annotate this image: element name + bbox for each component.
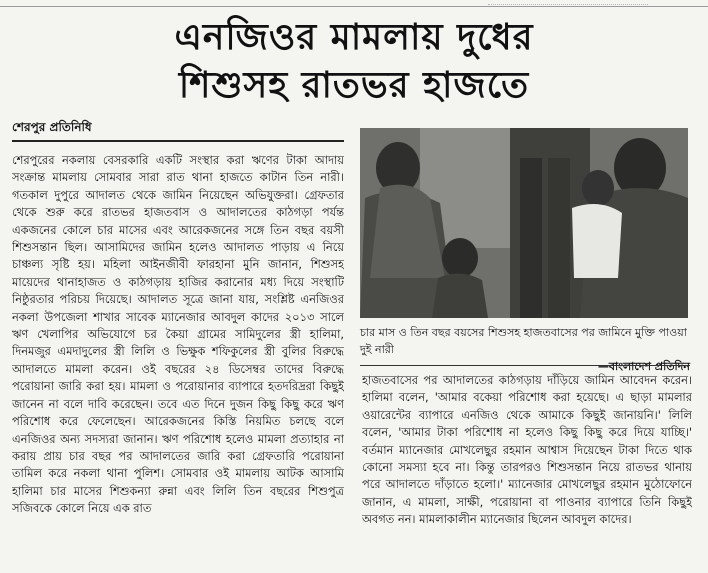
headline-line-1: এনজিওর মামলায় দুধের [174, 17, 534, 58]
caption-rule [360, 365, 690, 366]
article-column-left [12, 152, 344, 567]
photo-caption-text: চার মাস ও তিন বছর বয়সের শিশুসহ হাজতবাসের পর জামিনে মুক্তি পাওয়া দুই নারী [360, 326, 687, 356]
photo-caption [360, 324, 690, 375]
news-photo [360, 128, 688, 318]
article-column-right [362, 372, 692, 568]
photo-illustration [360, 128, 688, 318]
byline: শেরপুর প্রতিনিধি [12, 120, 92, 134]
byline-rule [12, 140, 344, 142]
headline [0, 14, 708, 110]
top-rule [0, 6, 708, 7]
headline-line-2: শিশুসহ রাতভর হাজতে [178, 65, 530, 106]
photo-credit: —বাংলাদেশ প্রতিদিন [597, 360, 690, 373]
page-top-strip [0, 0, 708, 8]
article-body-left: শেরপুরের নকলায় বেসরকারি একটি সংস্থার করা ঋণের টাকা আদায় সংক্রান্ত মামলায় সোমবার সারা রাত থানা হাজতে কাটান তিন নারী। গতকাল দুপুরে আদালত থেকে জামিন নিয়েছেন অভিযুক্তরা। গ্রেফতার থেকে শুরু করে রাতভর হাজতবাস ও আদালতের কাঠগড়া পর্যন্ত একজনের কোলে চার মাসের এবং আরেকজনের সঙ্গে তিন বছর বয়সী শিশুসন্তান ছিল। আসামিদের জামিন হলেও আদালত পাড়ায় এ নিয়ে চাঞ্চল্য সৃষ্টি হয়। মহিলা আইনজীবী ফারহানা মুনি জানান, শিশুসহ মায়েদের থানাহাজত ও কাঠগড়ায় হাজির করানোর মধ্য দিয়ে সংস্থাটি নিষ্ঠুরতার পরিচয় দিয়েছে। আদালত সূত্রে জানা যায়, সংশ্লিষ্ট এনজিওর নকলা উপজেলা শাখার সাবেক ম্যানেজার আবদুল কাদের ২০১৩ সালে ঋণ খেলাপির অভিযোগে চর কৈয়া গ্রামের সামিদুলের স্ত্রী হালিমা, দিনমজুর এমদাদুলের স্ত্রী লিলি ও ভিক্ষুক শফিকুলের স্ত্রী বুলির বিরুদ্ধে আদালতে মামলা করেন। ওই বছরের ২৪ ডিসেম্বর তাদের বিরুদ্ধে পরোয়ানা জারি করা হয়। মামলা ও পরোয়ানার ব্যাপারে হতদরিদ্ররা কিছুই জানেন না বলে দাবি করেছেন। তবে এত দিনে দুজন কিছু কিছু করে ঋণ পরিশোধ করে ফেলেছেন। আরেকজনের কিস্তি নিয়মিত চলছে বলে এনজিওর অন্য সদস্যরা জানান। ঋণ পরিশোধ হলেও মামলা প্রত্যাহার না করায় প্রায় চার বছর পর আদালতের জারি করা গ্রেফতারি পরোয়ানা তামিল করে নকলা থানা পুলিশ। সোমবার ওই মামলায় আটক আসামি হালিমা চার মাসের শিশুকন্যা রুন্না এবং লিলি তিন বছরের শিশুপুত্র সজিবকে কোলে নিয়ে এক রাত [12, 153, 344, 516]
article-body-right: হাজতবাসের পর আদালতের কাঠগড়ায় দাঁড়িয়ে জামিন আবেদন করেন। হালিমা বলেন, 'আমার বকেয়া পরিশোধ করা হয়েছে। এ ছাড়া মামলার ওয়ারেন্টের ব্যাপারে এনজিও থেকে আমাকে কিছুই জানায়নি।' লিলি বলেন, 'আমার টাকা পরিশোধ না হলেও কিছু কিছু করে দিয়ে যাচ্ছি।' বর্তমান ম্যানেজার মোখলেছুর রহমান আশ্বাস দিয়েছেন টাকা দিতে থাক কোনো সমস্যা হবে না। কিন্তু তারপরও শিশুসন্তান নিয়ে রাতভর থানায় পরে আদালতে দাঁড়াতে হলো।' ম্যানেজার মোখলেছুর রহমান মুঠোফোনে জানান, এ মামলা, সাক্ষী, পরোয়ানা বা পাওনার ব্যাপারে তিনি কিছুই অবগত নন। মামলাকালীন ম্যানেজার ছিলেন আবদুল কাদের। [362, 373, 692, 527]
torn-edge [488, 0, 648, 5]
